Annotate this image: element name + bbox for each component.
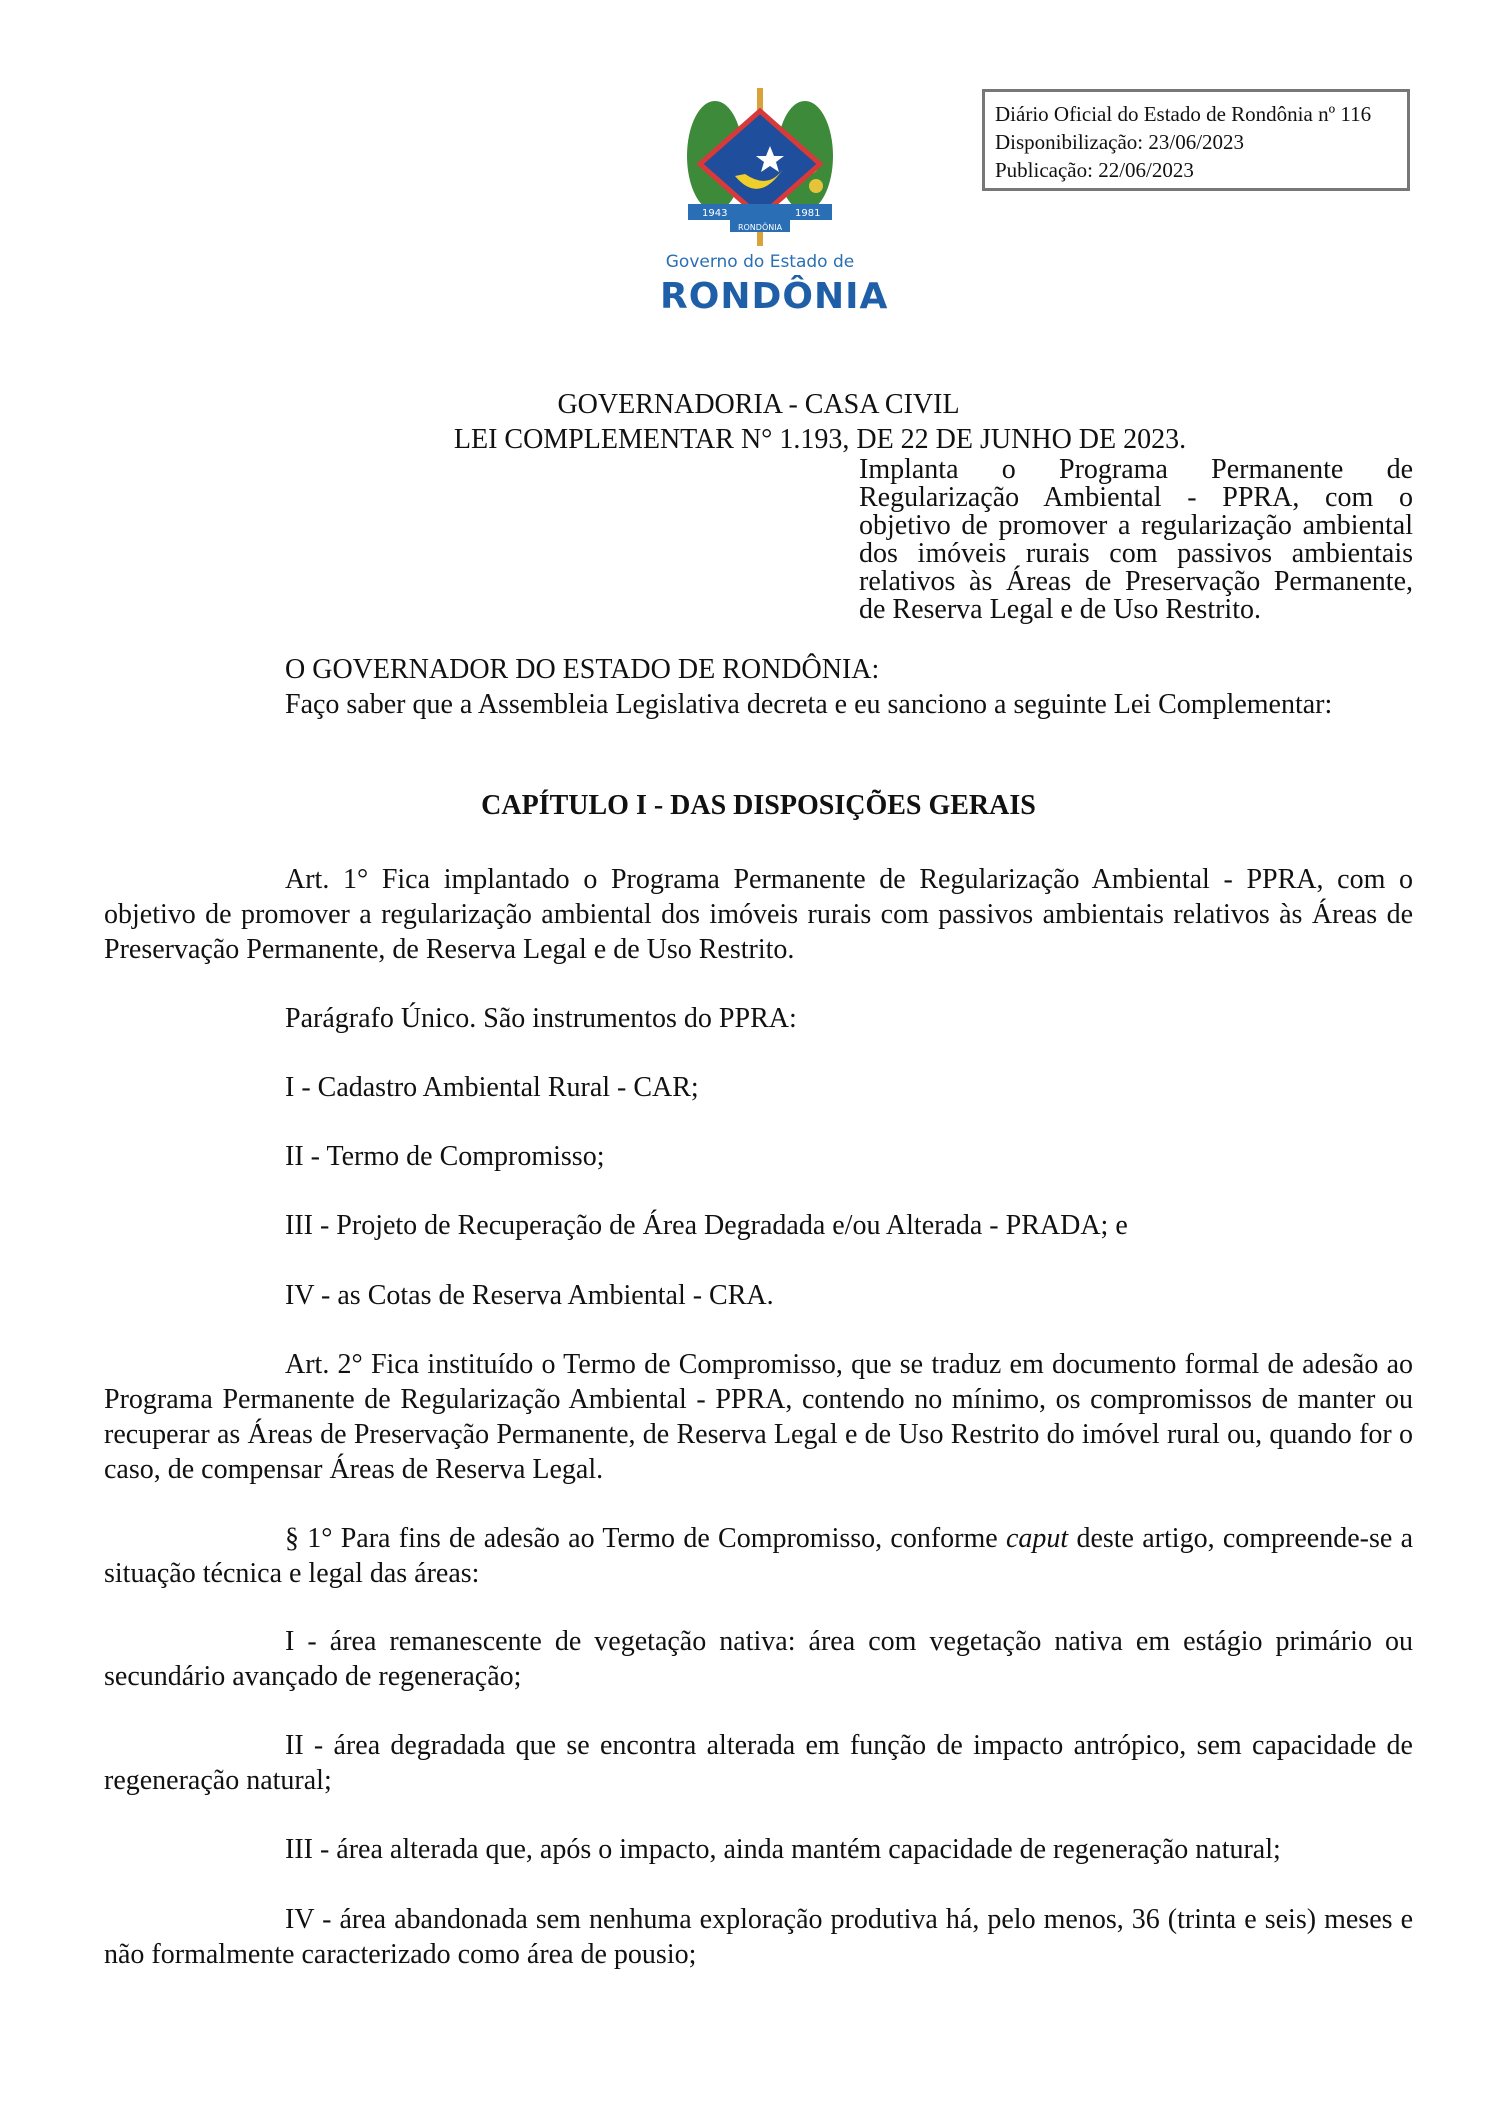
section-italic-term: caput bbox=[1005, 1523, 1069, 1554]
article-1-item: II - Termo de Compromisso; bbox=[285, 1141, 605, 1172]
seal-banner: RONDÔNIA bbox=[737, 223, 783, 232]
state-logo bbox=[660, 86, 889, 326]
logo-line2: RONDÔNIA bbox=[660, 276, 889, 317]
article-2: Art. 2° Fica instituído o Termo de Compromisso, que se traduz em documento formal de adesão ao Programa Permanente de Regularização Ambiental - PPRA, contendo no mínimo, os compromissos de manter ou recuperar as Áreas de Preservação Permanente, de Reserva Legal e de Uso Restrito do imóvel rural ou, quando for o caso, de compensar Áreas de Reserva Legal. bbox=[104, 1349, 1413, 1485]
gazette-info-box bbox=[982, 89, 1410, 191]
article-2-item: III - área alterada que, após o impacto, ainda mantém capacidade de regeneração natural; bbox=[285, 1834, 1281, 1865]
publication-date: Publicação: 22/06/2023 bbox=[995, 158, 1194, 182]
logo-line1: Governo do Estado de bbox=[665, 252, 855, 272]
coat-of-arms-icon bbox=[660, 86, 860, 251]
article-2-section-1 bbox=[104, 1521, 1413, 1591]
governor-heading: O GOVERNADOR DO ESTADO DE RONDÔNIA: bbox=[285, 654, 880, 685]
article-2-item: II - área degradada que se encontra alterada em função de impacto antrópico, sem capacidade de regeneração natural; bbox=[104, 1730, 1413, 1796]
section-text: deste artigo, compreende-se a situação técnica e legal das áreas: bbox=[104, 1523, 1413, 1589]
seal-year-right: 1981 bbox=[795, 208, 821, 219]
law-title: LEI COMPLEMENTAR N° 1.193, DE 22 DE JUNHO DE 2023. bbox=[453, 424, 1187, 455]
article-1-paragraph: Parágrafo Único. São instrumentos do PPRA: bbox=[285, 1003, 797, 1034]
gazette-number: Diário Oficial do Estado de Rondônia nº 116 bbox=[995, 102, 1372, 126]
article-2-item: I - área remanescente de vegetação nativa: área com vegetação nativa em estágio primário ou secundário avançado de regeneração; bbox=[104, 1626, 1413, 1692]
law-summary: Implanta o Programa Permanente de Regularização Ambiental - PPRA, com o objetivo de promover a regularização ambiental dos imóveis rurais com passivos ambientais relativos às Áreas de Preservação Permanente, de Reserva Legal e de Uso Restrito. bbox=[859, 454, 1413, 625]
chapter-heading: CAPÍTULO I - DAS DISPOSIÇÕES GERAIS bbox=[481, 790, 1036, 821]
seal-year-left: 1943 bbox=[702, 208, 728, 219]
section-text: § 1° Para fins de adesão ao Termo de Compromisso, conforme bbox=[285, 1523, 1006, 1554]
article-1-item: III - Projeto de Recuperação de Área Degradada e/ou Alterada - PRADA; e bbox=[285, 1210, 1128, 1241]
availability-date: Disponibilização: 23/06/2023 bbox=[995, 130, 1245, 154]
enactment-clause: Faço saber que a Assembleia Legislativa decreta e eu sanciono a seguinte Lei Complementar: bbox=[285, 689, 1333, 720]
article-1-item: I - Cadastro Ambiental Rural - CAR; bbox=[285, 1072, 699, 1103]
agency-heading: GOVERNADORIA - CASA CIVIL bbox=[557, 389, 960, 420]
article-1-item: IV - as Cotas de Reserva Ambiental - CRA. bbox=[285, 1280, 774, 1311]
article-2-item: IV - área abandonada sem nenhuma exploração produtiva há, pelo menos, 36 (trinta e seis) meses e não formalmente caracterizado como área de pousio; bbox=[104, 1904, 1413, 1970]
article-1: Art. 1° Fica implantado o Programa Permanente de Regularização Ambiental - PPRA, com o objetivo de promover a regularização ambiental dos imóveis rurais com passivos ambientais relativos às Áreas de Preservação Permanente, de Reserva Legal e de Uso Restrito. bbox=[104, 864, 1413, 965]
